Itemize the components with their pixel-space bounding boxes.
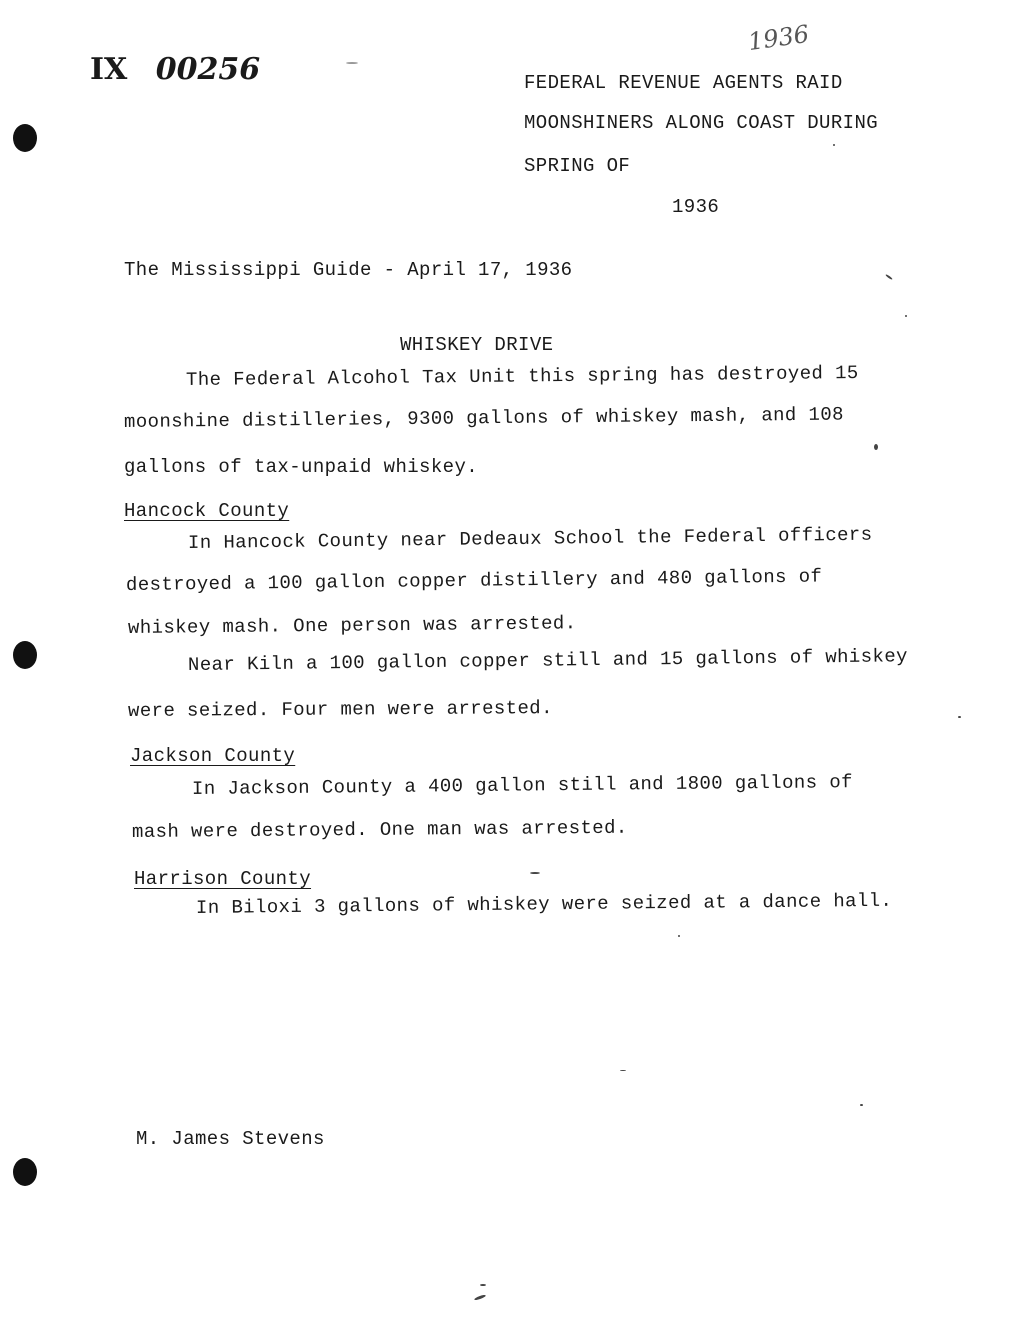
scan-speck xyxy=(678,935,680,937)
intro-line-1: The Federal Alcohol Tax Unit this spring has destroyed 15 xyxy=(185,361,859,391)
scan-speck xyxy=(860,1104,863,1106)
scan-speck xyxy=(474,1294,486,1301)
jackson-para-line-1: In Jackson County a 400 gallon still and 1800 gallons of xyxy=(191,771,853,800)
hancock-para1-line-2: destroyed a 100 gallon copper distillery and 480 gallons of xyxy=(125,565,823,596)
headline-line-2: MOONSHINERS ALONG COAST DURING xyxy=(524,112,879,134)
hancock-para1-line-1: In Hancock County near Dedeaux School the Federal officers xyxy=(187,523,873,554)
scan-speck xyxy=(958,716,961,718)
section-title: WHISKEY DRIVE xyxy=(400,334,554,356)
hancock-para1-line-3: whiskey mash. One person was arrested. xyxy=(127,612,577,639)
jackson-para-line-2: mash were destroyed. One man was arrested. xyxy=(131,816,628,843)
punch-hole-middle xyxy=(13,641,37,669)
punch-hole-top xyxy=(13,124,37,152)
intro-line-3: gallons of tax-unpaid whiskey. xyxy=(124,456,479,478)
hancock-heading: Hancock County xyxy=(124,500,290,522)
jackson-heading: Jackson County xyxy=(130,745,296,767)
roman-numeral: IX xyxy=(90,52,128,87)
hancock-para2-line-2: were seized. Four men were arrested. xyxy=(127,697,553,722)
headline-line-3: SPRING OF xyxy=(524,155,631,177)
headline-line-1: FEDERAL REVENUE AGENTS RAID xyxy=(524,72,843,94)
harrison-para-line-1: In Biloxi 3 gallons of whiskey were seized at a dance hall. xyxy=(195,889,893,919)
scan-speck xyxy=(885,274,893,280)
author-signature: M. James Stevens xyxy=(136,1128,325,1150)
scan-speck xyxy=(480,1284,486,1286)
scan-speck xyxy=(530,872,540,874)
hancock-para2-line-1: Near Kiln a 100 gallon copper still and 15 gallons of whiskey xyxy=(187,645,909,676)
headline-year: 1936 xyxy=(672,196,720,218)
handwritten-year: 1936 xyxy=(746,19,811,57)
scan-speck xyxy=(833,144,835,146)
harrison-heading: Harrison County xyxy=(134,868,312,890)
scan-speck xyxy=(905,315,907,317)
source-citation: The Mississippi Guide - April 17, 1936 xyxy=(124,259,573,281)
punch-hole-bottom xyxy=(13,1158,37,1186)
intro-line-2: moonshine distilleries, 9300 gallons of whiskey mash, and 108 xyxy=(123,403,844,433)
archive-stamp xyxy=(90,52,260,87)
scan-speck xyxy=(346,62,358,64)
scan-speck xyxy=(620,1070,626,1071)
scan-speck xyxy=(874,444,878,450)
file-number: 00256 xyxy=(155,52,261,87)
